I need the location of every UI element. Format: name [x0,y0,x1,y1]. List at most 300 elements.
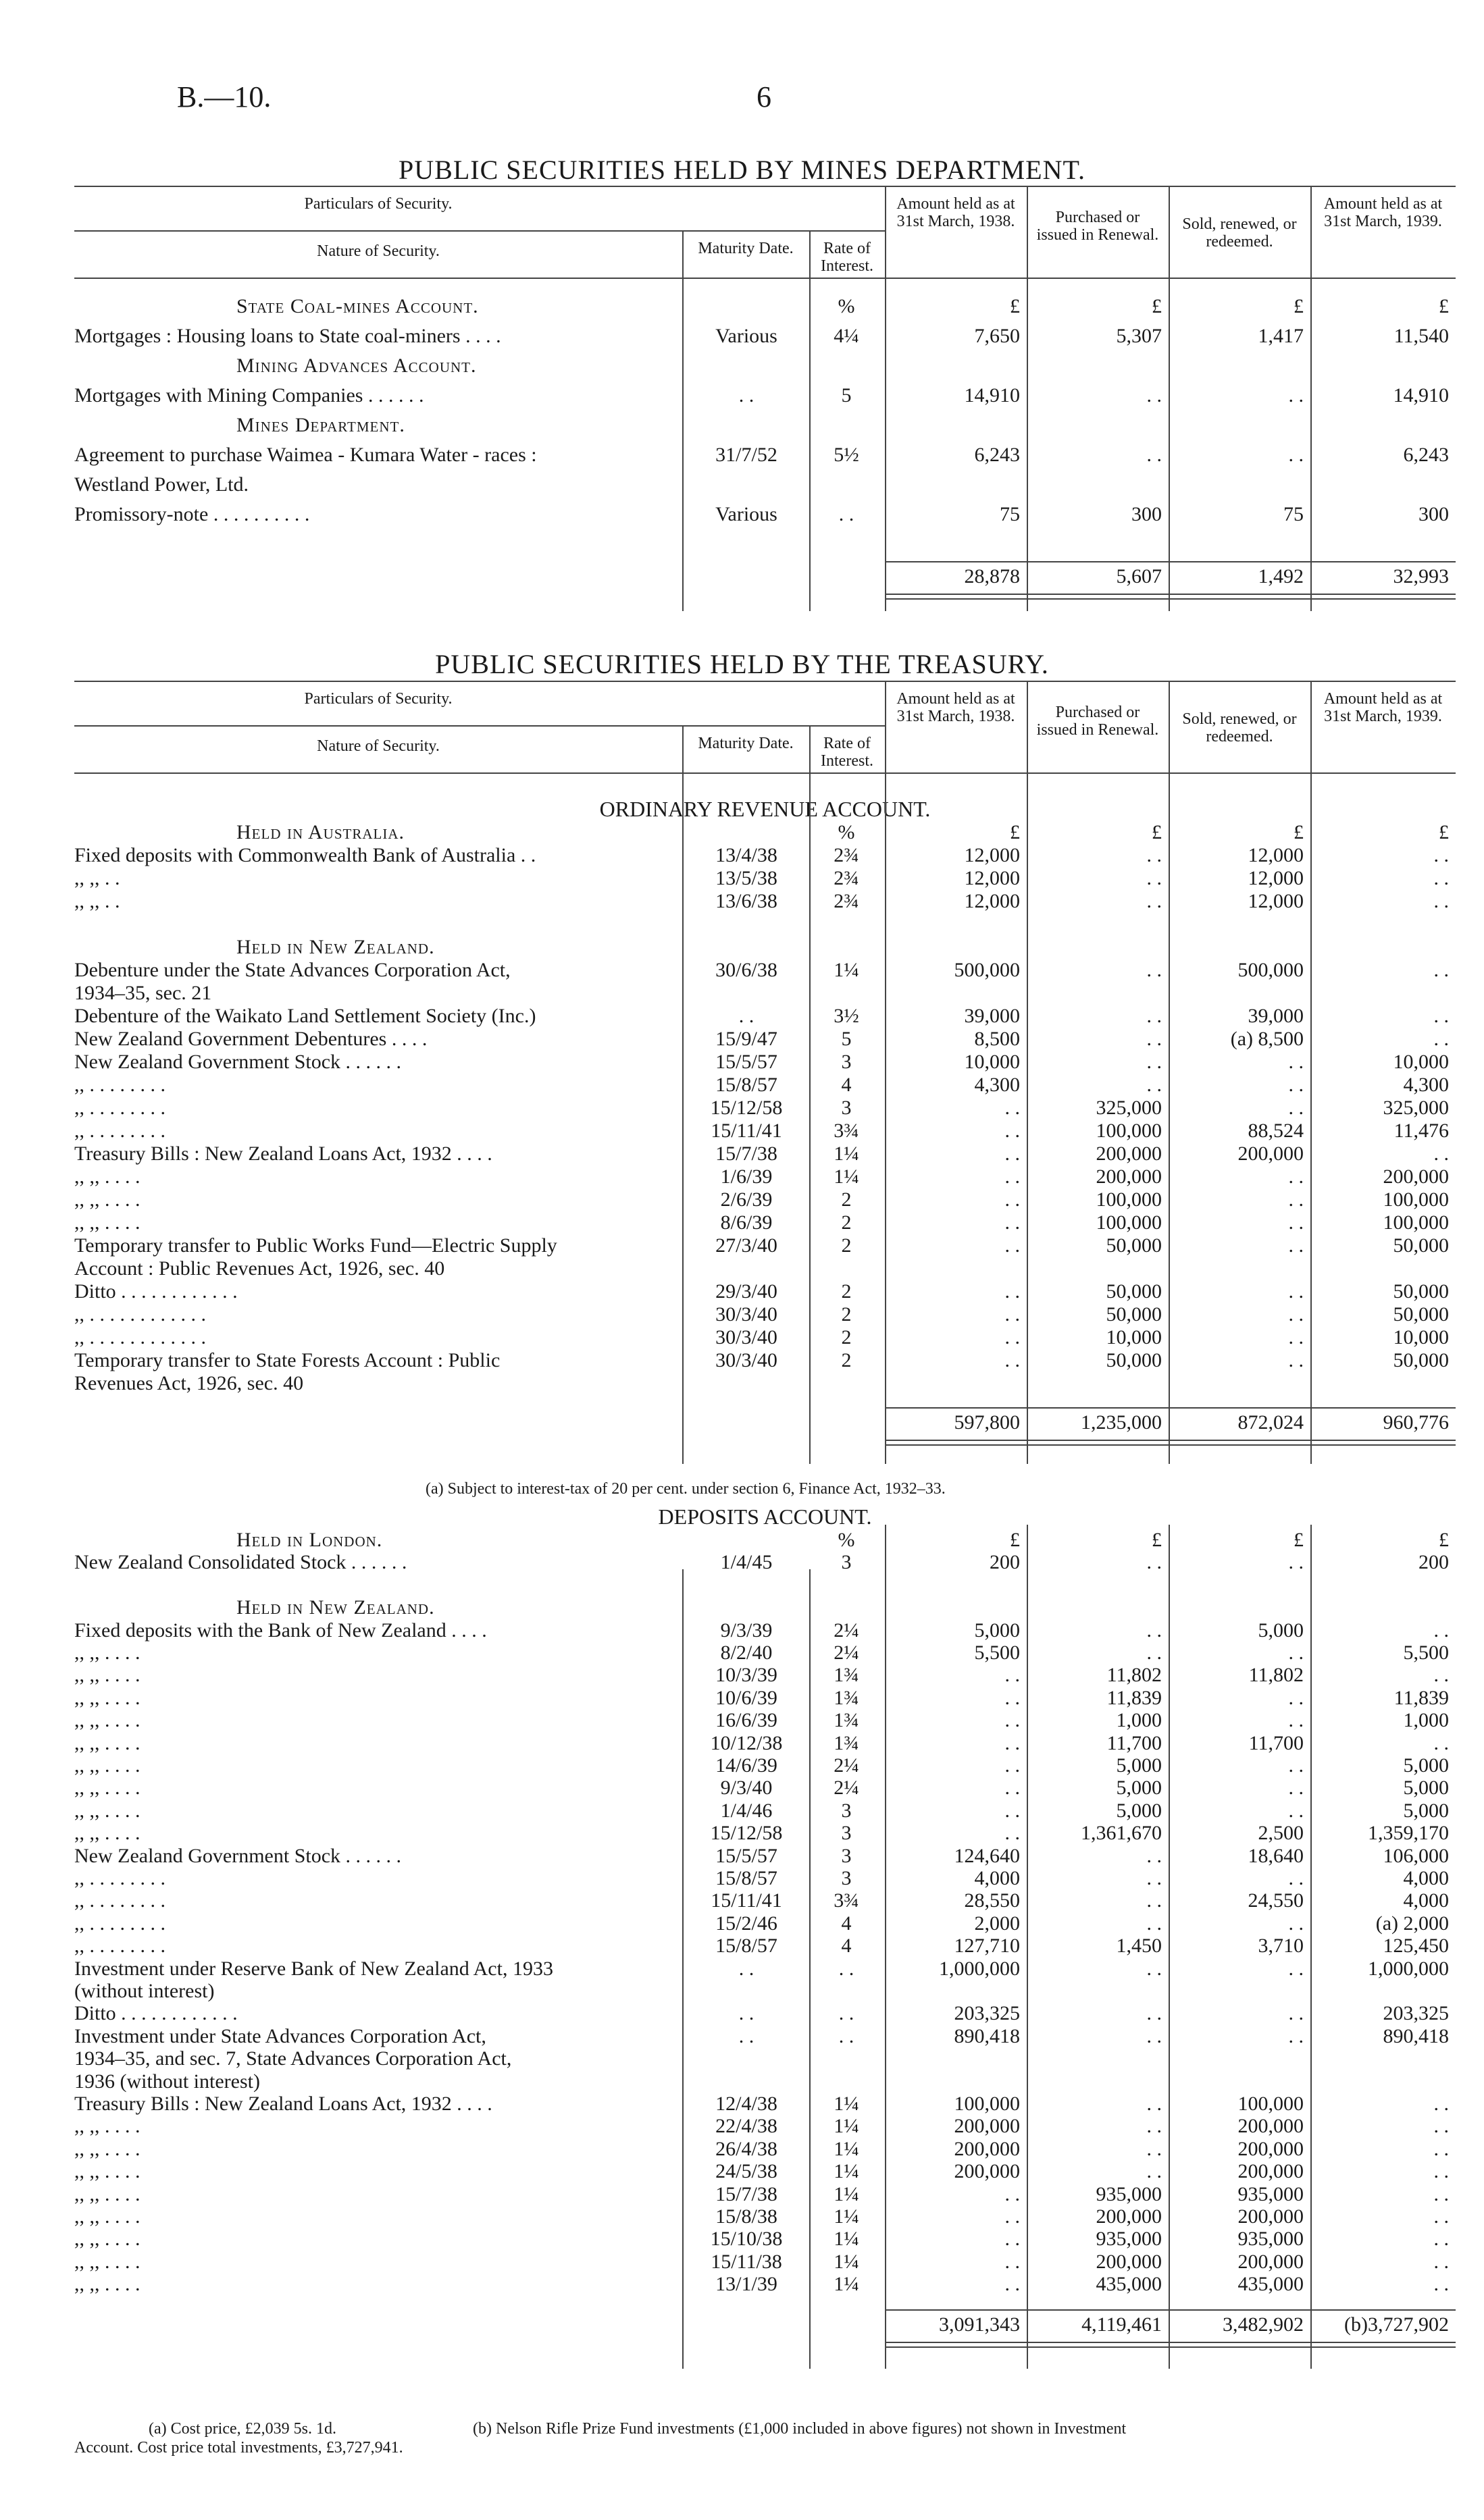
amount-held-1938: . . [1004,1822,1020,1845]
purchased-amount: 5,000 [1116,1799,1162,1822]
amount-held-1939: 4,000 [1403,1889,1449,1912]
amount-held-1938: 203,325 [954,2002,1020,2025]
rule-head-bottom [74,278,1456,279]
purchased-amount: 200,000 [1096,1165,1162,1188]
sold-amount: (a) 8,500 [1230,1028,1304,1050]
amount-held-1938: 12,000 [964,890,1020,912]
interest-rate: 1¼ [834,959,859,981]
amount-held-1939: . . [1433,2115,1449,2138]
interest-rate: 5 [841,1028,852,1050]
purchased-amount: £ [1152,295,1162,317]
totals-row [74,2313,1456,2336]
page-number: 6 [757,80,771,113]
security-name: ,, ,, . . . . [74,1664,140,1687]
sold-amount: . . [1288,1551,1304,1574]
interest-rate: 1¼ [834,2182,859,2205]
security-name: ,, ,, . . . . [74,2228,140,2251]
amount-held-1939: . . [1433,1731,1449,1754]
table-row [74,1845,1456,1868]
section-heading-row [74,821,1456,844]
amount-held-1938: . . [1004,1165,1020,1188]
interest-rate: 2 [841,1349,852,1371]
rate-heading: Rate of Interest. [821,240,873,275]
maturity-date: 14/6/39 [715,1754,777,1777]
security-name: ,, ,, . . . . [74,1686,140,1709]
security-name: ,, ,, . . . . [74,2137,140,2160]
purchased-amount: 10,000 [1106,1326,1162,1348]
sold-amount: 200,000 [1237,2250,1304,2273]
maturity-date: 24/5/38 [715,2160,777,2183]
amount-held-1939: 300 [1418,503,1449,525]
sold-amount: 200,000 [1237,2115,1304,2138]
sold-amount: 88,524 [1248,1120,1304,1142]
security-name: ,, . . . . . . . . [74,1120,165,1142]
interest-rate: 2¾ [834,890,859,912]
maturity-date: 13/4/38 [715,844,777,866]
rule-sub [74,725,885,727]
maturity-date: 12/4/38 [715,2093,777,2115]
purchased-amount: 11,700 [1106,1731,1162,1754]
table-row [74,982,1456,1005]
purchased-amount: 200,000 [1096,2205,1162,2228]
amount-held-1939: 325,000 [1383,1097,1449,1119]
maturity-date: 15/8/57 [715,1867,777,1889]
amount-held-1939: . . [1433,844,1449,866]
maturity-date: 2/6/39 [720,1188,773,1211]
sold-amount: 12,000 [1248,890,1304,912]
purchased-amount: 5,000 [1116,1777,1162,1800]
table-row [74,384,1456,407]
sold-amount: . . [1288,384,1304,406]
interest-rate: 2 [841,1211,852,1234]
security-name: Treasury Bills : New Zealand Loans Act, 1932 . . . . [74,2093,492,2115]
sold-amount: 12,000 [1248,844,1304,866]
table-row [74,1303,1456,1326]
table-row [74,913,1456,936]
sold-amount: . . [1288,1754,1304,1777]
interest-rate: 3 [841,1097,852,1119]
table-row [74,473,1456,496]
table-row [74,1005,1456,1028]
amount-held-1938: 12,000 [964,867,1020,889]
interest-rate: 1¼ [834,1143,859,1165]
amount-held-1938: £ [1010,821,1020,843]
security-name: Ditto . . . . . . . . . . . . [74,1280,238,1303]
maturity-date: 15/8/57 [715,1935,777,1958]
amount-held-1938: . . [1004,2228,1020,2251]
sold-amount: 500,000 [1237,959,1304,981]
total-held-1939: 32,993 [1393,565,1449,587]
amount-held-1938: 5,500 [974,1642,1020,1664]
amount-held-1938: . . [1004,1234,1020,1257]
column-rule [809,1569,811,2369]
maturity-date: 15/10/38 [710,2228,783,2251]
amount-held-1939: . . [1433,2250,1449,2273]
maturity-date: 15/11/38 [711,2250,782,2273]
security-name: ,, ,, . . . . [74,1799,140,1822]
sold-amount: 3,710 [1258,1935,1304,1958]
amount-held-1938: 10,000 [964,1051,1020,1073]
table-row [74,1372,1456,1395]
security-name: ,, ,, . . . . [74,1754,140,1777]
rule-head-bottom [74,772,1456,774]
maturity-date: 13/1/39 [715,2273,777,2296]
amount-held-1938: 75 [1000,503,1020,525]
maturity-heading: Maturity Date. [698,240,794,257]
purchased-amount: 1,000 [1116,1709,1162,1732]
amount-held-1938: . . [1004,1097,1020,1119]
column-rule [1027,186,1028,611]
amount-held-1939: 11,476 [1393,1120,1449,1142]
sold-amount: 200,000 [1237,2205,1304,2228]
maturity-date: 8/2/40 [720,1642,773,1664]
interest-rate: 1¼ [834,2115,859,2138]
amount-held-1939: 5,000 [1403,1799,1449,1822]
table-row [74,1165,1456,1188]
sold-amount: 935,000 [1237,2228,1304,2251]
maturity-date: 13/5/38 [715,867,777,889]
amount-held-1938: . . [1004,1686,1020,1709]
interest-rate: 4 [841,1935,852,1958]
table-row [74,1664,1456,1687]
total-double-rule [885,1440,1456,1446]
amount-held-1938: 100,000 [954,2093,1020,2115]
security-name: Mortgages : Housing loans to State coal-miners . . . . [74,325,501,347]
interest-rate: 3¾ [834,1120,859,1142]
interest-rate: 1¼ [834,1165,859,1188]
footnote-b: (b) Nelson Rifle Prize Fund investments (£1,000 included in above figures) not shown in Investment [473,2420,1127,2438]
security-name: Fixed deposits with the Bank of New Zealand . . . . [74,1619,487,1642]
amount-held-1939: . . [1433,2137,1449,2160]
sold-amount: . . [1288,1074,1304,1096]
column-rule [1169,186,1170,611]
sold-amount: . . [1288,1165,1304,1188]
security-name: Debenture of the Waikato Land Settlement Society (Inc.) [74,1005,536,1027]
interest-rate: 1¼ [834,2093,859,2115]
sold-amount: 39,000 [1248,1005,1304,1027]
table-row [74,2160,1456,2183]
sold-amount: 935,000 [1237,2182,1304,2205]
purchased-amount: 50,000 [1106,1234,1162,1257]
column-rule [1027,681,1028,1464]
column-rule [809,725,811,1464]
table-row [74,1709,1456,1732]
sold-amount: . . [1288,1326,1304,1348]
nature-heading: Nature of Security. [317,737,440,755]
table-row [74,2047,1456,2070]
security-name: ,, ,, . . . . [74,1731,140,1754]
total-sold: 872,024 [1237,1411,1304,1434]
rule-top [74,186,1456,187]
security-name: ,, ,, . . . . [74,1642,140,1664]
amount-held-1939: 50,000 [1393,1303,1449,1325]
security-name: Promissory-note . . . . . . . . . . [74,503,310,525]
amount-held-1938: £ [1010,1529,1020,1551]
held-1939-heading: Amount held as at 31st March, 1939. [1323,195,1443,230]
purchased-amount: . . [1146,1619,1162,1642]
purchased-amount: . . [1146,1912,1162,1935]
amount-held-1938: 890,418 [954,2024,1020,2047]
amount-held-1939: 200,000 [1383,1165,1449,1188]
maturity-heading: Maturity Date. [698,735,794,752]
sold-amount: 1,417 [1258,325,1304,347]
sold-amount: . . [1288,1303,1304,1325]
deposits-heading: DEPOSITS ACCOUNT. [658,1504,872,1529]
maturity-date: 30/3/40 [715,1349,777,1371]
amount-held-1939: 125,450 [1383,1935,1449,1958]
sold-amount: . . [1288,1349,1304,1371]
maturity-date: 15/12/58 [710,1097,783,1119]
total-held-1939: (b)3,727,902 [1344,2313,1449,2336]
amount-held-1939: 11,540 [1393,325,1449,347]
interest-rate: 2¾ [834,844,859,866]
security-name: Held in Australia. [236,821,405,843]
purchased-amount: 935,000 [1096,2228,1162,2251]
amount-held-1939: 5,000 [1403,1777,1449,1800]
sold-amount: . . [1288,1799,1304,1822]
amount-held-1939: 106,000 [1383,1844,1449,1867]
security-name: ,, . . . . . . . . [74,1867,165,1889]
purchased-amount: . . [1146,844,1162,866]
purchased-amount: 50,000 [1106,1280,1162,1303]
amount-held-1938: . . [1004,2182,1020,2205]
table-row [74,1687,1456,1710]
column-rule [682,1569,684,2369]
table-row [74,325,1456,348]
sold-amount: £ [1294,821,1304,843]
purchased-amount: 5,307 [1116,325,1162,347]
table-row [74,1800,1456,1822]
amount-held-1939: 10,000 [1393,1326,1449,1348]
amount-held-1939: 14,910 [1393,384,1449,406]
purchased-amount: 200,000 [1096,1143,1162,1165]
sold-amount: . . [1288,2024,1304,2047]
amount-held-1938: 6,243 [974,444,1020,466]
security-name: ,, ,, . . . . [74,2115,140,2138]
amount-held-1939: . . [1433,2273,1449,2296]
security-name: Westland Power, Ltd. [74,473,249,496]
table-row [74,844,1456,867]
maturity-date: 15/5/57 [715,1051,777,1073]
amount-held-1938: . . [1004,1211,1020,1234]
interest-rate: 1¾ [834,1664,859,1687]
interest-rate: 3 [841,1822,852,1845]
amount-held-1939: . . [1433,1619,1449,1642]
maturity-date: 15/9/47 [715,1028,777,1050]
interest-rate: 1¾ [834,1686,859,1709]
amount-held-1938: 8,500 [974,1028,1020,1050]
security-name: ,, ,, . . . . [74,1822,140,1845]
table-row [74,1642,1456,1664]
security-name: Mining Advances Account. [236,355,477,377]
amount-held-1939: 4,000 [1403,1867,1449,1889]
interest-rate: 1¾ [834,1731,859,1754]
amount-held-1939: 1,000 [1403,1709,1449,1732]
amount-held-1938: . . [1004,1349,1020,1371]
purchased-amount: 1,450 [1116,1935,1162,1958]
amount-held-1938: . . [1004,1664,1020,1687]
amount-held-1939: £ [1439,295,1449,317]
table-row [74,2093,1456,2116]
table-row [74,2070,1456,2093]
amount-held-1939: 50,000 [1393,1280,1449,1303]
table-row [74,1074,1456,1097]
amount-held-1938: 14,910 [964,384,1020,406]
amount-held-1938: . . [1004,1303,1020,1325]
maturity-date: Various [715,325,777,347]
security-name: ,, ,, . . . . [74,1165,140,1188]
purchased-amount: . . [1146,959,1162,981]
particulars-heading: Particulars of Security. [304,195,453,213]
security-name: Treasury Bills : New Zealand Loans Act, 1932 . . . . [74,1143,492,1165]
total-rule [885,561,1456,562]
amount-held-1939: . . [1433,2205,1449,2228]
sold-amount: 18,640 [1248,1844,1304,1867]
table-row [74,1120,1456,1143]
treasury-table [74,681,1456,1471]
amount-held-1938: 4,300 [974,1074,1020,1096]
purchased-amount: . . [1146,2024,1162,2047]
maturity-date: . . [738,2002,754,2025]
interest-rate: % [838,295,855,317]
purchased-amount: . . [1146,1889,1162,1912]
table-row [74,1980,1456,2003]
purchased-amount: . . [1146,890,1162,912]
column-rule [885,681,886,1464]
security-name: Account : Public Revenues Act, 1926, sec. 40 [74,1257,445,1280]
purchased-amount: 11,839 [1106,1686,1162,1709]
sold-amount: . . [1288,2002,1304,2025]
maturity-date: 15/7/38 [715,2182,777,2205]
total-rule [885,1407,1456,1409]
table-row [74,1188,1456,1211]
purchased-amount: . . [1146,1844,1162,1867]
section-heading-row [74,936,1456,959]
sold-amount: 200,000 [1237,2137,1304,2160]
purchased-amount: 935,000 [1096,2182,1162,2205]
amount-held-1939: . . [1433,1664,1449,1687]
amount-held-1938: . . [1004,1326,1020,1348]
maturity-date: 9/3/40 [720,1777,773,1800]
maturity-date: 1/6/39 [720,1165,773,1188]
amount-held-1939: £ [1439,1529,1449,1551]
maturity-date: 8/6/39 [720,1211,773,1234]
total-rule [885,2309,1456,2311]
ordinary-revenue-heading: ORDINARY REVENUE ACCOUNT. [599,797,931,821]
sold-amount: . . [1288,1867,1304,1889]
amount-held-1938: 2,000 [974,1912,1020,1935]
purchased-heading: Purchased or issued in Renewal. [1036,704,1159,739]
sold-amount: . . [1288,1957,1304,1980]
table-row [74,959,1456,982]
security-name: New Zealand Consolidated Stock . . . . . . [74,1551,407,1574]
maturity-date: 10/12/38 [710,1731,783,1754]
maturity-date: 13/6/38 [715,890,777,912]
amount-held-1939: . . [1433,2182,1449,2205]
interest-rate: 4 [841,1912,852,1935]
section-heading-row [74,295,1456,318]
amount-held-1939: . . [1433,1005,1449,1027]
sold-amount: 11,802 [1248,1664,1304,1687]
amount-held-1938: 127,710 [954,1935,1020,1958]
section-heading-row [74,355,1456,377]
interest-rate: . . [838,2002,854,2025]
amount-held-1938: . . [1004,2273,1020,2296]
interest-rate: 2 [841,1303,852,1325]
amount-held-1939: 5,000 [1403,1754,1449,1777]
column-rule [1169,681,1170,1464]
maturity-date: . . [738,1005,754,1027]
treasury-title: PUBLIC SECURITIES HELD BY THE TREASURY. [435,649,1049,679]
total-held-1938: 28,878 [964,565,1020,587]
security-name: ,, ,, . . [74,890,120,912]
interest-rate: 3¾ [834,1889,859,1912]
maturity-date: 30/3/40 [715,1303,777,1325]
purchased-amount: . . [1146,1074,1162,1096]
maturity-date: 30/6/38 [715,959,777,981]
column-rule [885,186,886,611]
maturity-date: 10/6/39 [715,1686,777,1709]
amount-held-1939: . . [1433,2160,1449,2183]
table-row [74,1234,1456,1257]
security-name: Held in London. [236,1529,383,1551]
interest-rate: . . [838,503,854,525]
amount-held-1938: 12,000 [964,844,1020,866]
security-name: Mortgages with Mining Companies . . . . . . [74,384,424,406]
security-name: ,, . . . . . . . . [74,1889,165,1912]
table-row [74,1051,1456,1074]
column-rule [809,230,811,611]
rule-top [74,681,1456,682]
maturity-date: 30/3/40 [715,1326,777,1348]
table-row [74,1028,1456,1051]
purchased-amount: . . [1146,2093,1162,2115]
security-name: Revenues Act, 1926, sec. 40 [74,1372,304,1394]
interest-rate: 2 [841,1234,852,1257]
maturity-date: 29/3/40 [715,1280,777,1303]
purchased-amount: 50,000 [1106,1303,1162,1325]
security-name: Investment under State Advances Corporation Act, [74,2024,486,2047]
sold-amount: . . [1288,1709,1304,1732]
amount-held-1939: . . [1433,959,1449,981]
security-name: ,, . . . . . . . . . . . . [74,1326,206,1348]
total-purchased: 5,607 [1116,565,1162,587]
section-heading-row [74,1596,1456,1619]
purchased-amount: . . [1146,1551,1162,1574]
interest-rate: 4 [841,1074,852,1096]
security-name: Mines Department. [236,414,405,436]
amount-held-1938: 500,000 [954,959,1020,981]
mines-table [74,186,1456,618]
sold-amount: 5,000 [1258,1619,1304,1642]
maturity-date: 15/5/57 [715,1844,777,1867]
table-row [74,1822,1456,1845]
table-row [74,1326,1456,1349]
maturity-date: 15/8/38 [715,2205,777,2228]
sold-heading: Sold, renewed, or redeemed. [1182,215,1297,251]
interest-rate: 3 [841,1051,852,1073]
maturity-date: . . [738,384,754,406]
security-name: ,, ,, . . [74,867,120,889]
maturity-date: 15/2/46 [715,1912,777,1935]
table-row [74,2138,1456,2161]
table-row [74,503,1456,526]
purchased-amount: 325,000 [1096,1097,1162,1119]
maturity-date: 9/3/39 [720,1619,773,1642]
interest-rate: 5½ [834,444,859,466]
purchased-amount: 435,000 [1096,2273,1162,2296]
amount-held-1939: £ [1439,821,1449,843]
